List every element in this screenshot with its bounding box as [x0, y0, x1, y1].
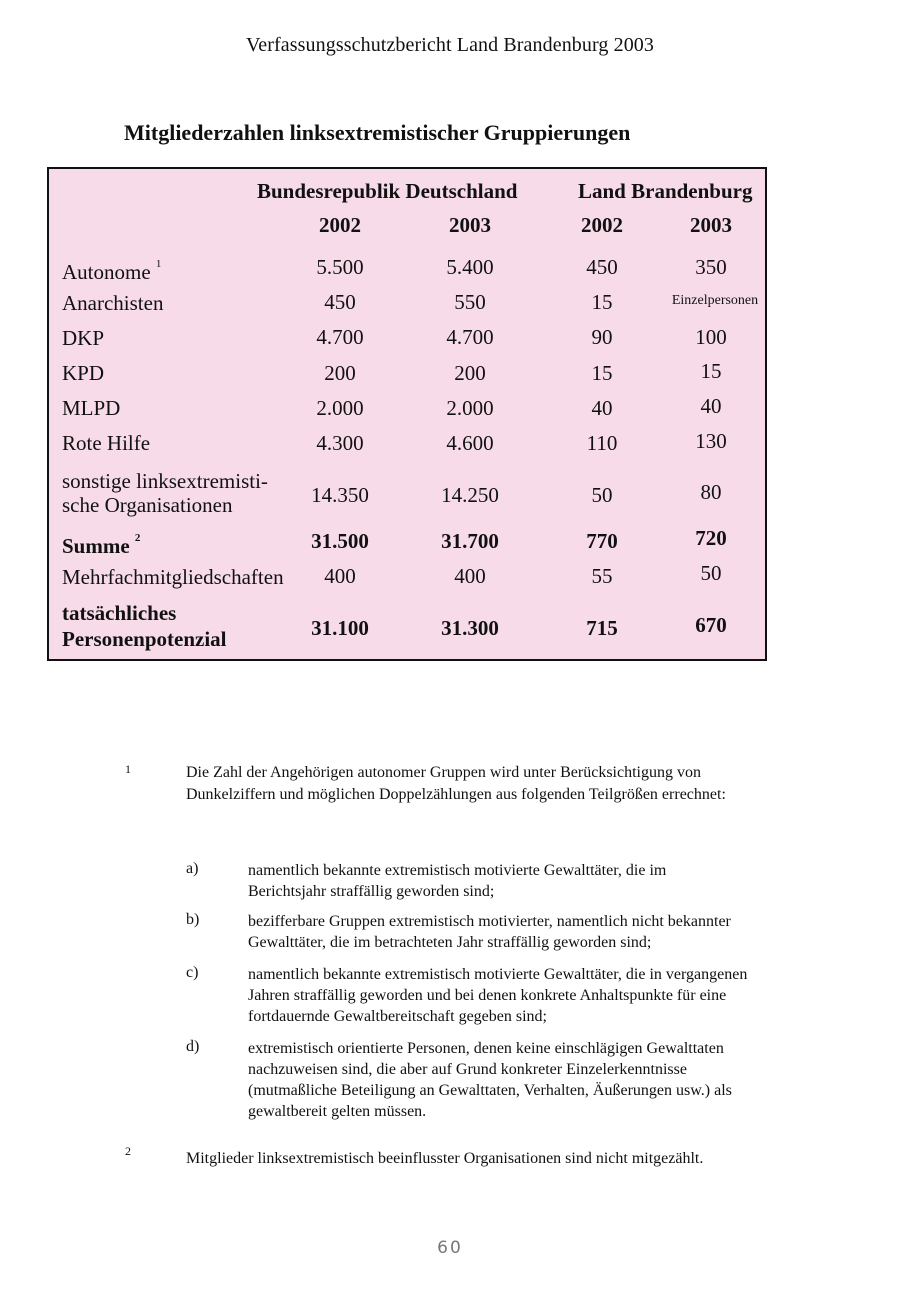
table-cell: 4.300 [316, 431, 364, 455]
footnote-item-text: bezifferbare Gruppen extremistisch motivierter, namentlich nicht bekannter Gewalttäter, die im betrachteten Jahr straffällig geworden sind; [248, 913, 731, 951]
table-cell: 50 [591, 483, 613, 507]
year-header: 2003 [449, 213, 491, 237]
row-label-mlpd: MLPD [62, 396, 121, 420]
year-header: 2002 [319, 213, 361, 237]
table-cell: 55 [591, 564, 613, 588]
table-cell: 31.500 [311, 529, 369, 553]
footnote-item-label: b) [186, 911, 200, 928]
table-cell: 15 [591, 290, 613, 314]
footnote-item-text: namentlich bekannte extremistisch motivierte Gewalttäter, die in vergangenen Jahren straffällig geworden und bei denen konkrete Anhaltspunkte für eine fortdauernde Gewaltbereitschaft gegeben sind; [248, 966, 748, 1025]
table-cell: 31.100 [311, 616, 369, 640]
table-cell: 4.600 [446, 431, 494, 455]
row-label-mehrfachmitgliedschaften: Mehrfachmitgliedschaften [62, 565, 284, 589]
row-label-personenpotenzial: tatsächliches Personenpotenzial [62, 601, 227, 651]
table-cell: 670 [695, 613, 727, 637]
table-cell: 2.000 [316, 396, 364, 420]
table-cell: 550 [454, 290, 486, 314]
table-cell: 14.350 [311, 483, 369, 507]
table-cell: Einzelpersonen [671, 293, 759, 308]
table-cell: 2.000 [446, 396, 494, 420]
table-cell: 4.700 [446, 325, 494, 349]
table-cell: 40 [700, 394, 722, 418]
table-cell: 350 [695, 255, 727, 279]
group-header-brd: Bundesrepublik Deutschland [257, 179, 518, 203]
row-label-anarchisten: Anarchisten [62, 291, 164, 315]
table-cell: 770 [586, 529, 618, 553]
footnote-1-text: Die Zahl der Angehörigen autonomer Gruppen wird unter Berücksichtigung von Dunkelziffern und möglichen Doppelzählungen aus folgenden Teilgrößen errechnet: [186, 764, 726, 803]
table-title: Mitgliederzahlen linksextremistischer Gruppierungen [124, 120, 631, 145]
footnote-item-text: extremistisch orientierte Personen, denen keine einschlägigen Gewalttaten nachzuweisen sind, die aber auf Grund konkreter Einzelerkenntnisse (mutmaßliche Beteiligung an Gewalttaten, Verhalten, Äußerungen usw.) als gewaltbereit gelten müssen. [248, 1040, 732, 1120]
footnote-marker: 2 [134, 532, 141, 544]
table-cell: 715 [586, 616, 618, 640]
table-cell: 5.500 [316, 255, 364, 279]
table-cell: 31.700 [441, 529, 499, 553]
footnote-number: 2 [125, 1144, 131, 1158]
table-cell: 450 [586, 255, 618, 279]
row-label-kpd: KPD [62, 361, 105, 385]
table-cell: 90 [591, 325, 613, 349]
table-cell: 400 [454, 564, 486, 588]
membership-table [47, 167, 767, 661]
row-label-dkp: DKP [62, 326, 105, 350]
table-cell: 14.250 [441, 483, 499, 507]
year-header: 2002 [581, 213, 623, 237]
page-number: 60 [437, 1238, 463, 1258]
footnote-marker: 1 [155, 258, 162, 270]
group-header-bb: Land Brandenburg [578, 179, 753, 203]
table-cell: 200 [324, 361, 356, 385]
year-header: 2003 [690, 213, 732, 237]
table-cell: 200 [454, 361, 486, 385]
table-cell: 31.300 [441, 616, 499, 640]
table-cell: 50 [700, 561, 722, 585]
table-cell: 15 [591, 361, 613, 385]
footnote-2-text: Mitglieder linksextremistisch beeinflusster Organisationen sind nicht mitgezählt. [186, 1150, 704, 1167]
table-cell: 80 [700, 480, 722, 504]
table-cell: 5.400 [446, 255, 494, 279]
running-header: Verfassungsschutzbericht Land Brandenburg 2003 [245, 34, 655, 56]
row-label-autonome: Autonome $^1$ [62, 258, 162, 284]
footnote-item-label: d) [186, 1038, 200, 1055]
table-cell: 15 [700, 359, 722, 383]
table-cell: 100 [695, 325, 727, 349]
table-cell: 4.700 [316, 325, 364, 349]
footnote-number: 1 [125, 762, 131, 776]
footnote-item-label: a) [186, 860, 199, 877]
table-cell: 450 [324, 290, 356, 314]
footnote-item-label: c) [186, 964, 199, 981]
table-cell: 720 [695, 526, 727, 550]
footnote-item-text: namentlich bekannte extremistisch motivierte Gewalttäter, die im Berichtsjahr straffällig geworden sind; [248, 862, 667, 900]
table-cell: 400 [324, 564, 356, 588]
table-cell: 40 [591, 396, 613, 420]
row-label-rote-hilfe: Rote Hilfe [62, 431, 151, 455]
row-label-sonstige: sonstige linksextremisti- sche Organisationen [62, 469, 268, 517]
table-cell: 130 [695, 429, 727, 453]
table-cell: 110 [586, 431, 618, 455]
row-label-summe: Summe $^2$ [62, 532, 141, 558]
